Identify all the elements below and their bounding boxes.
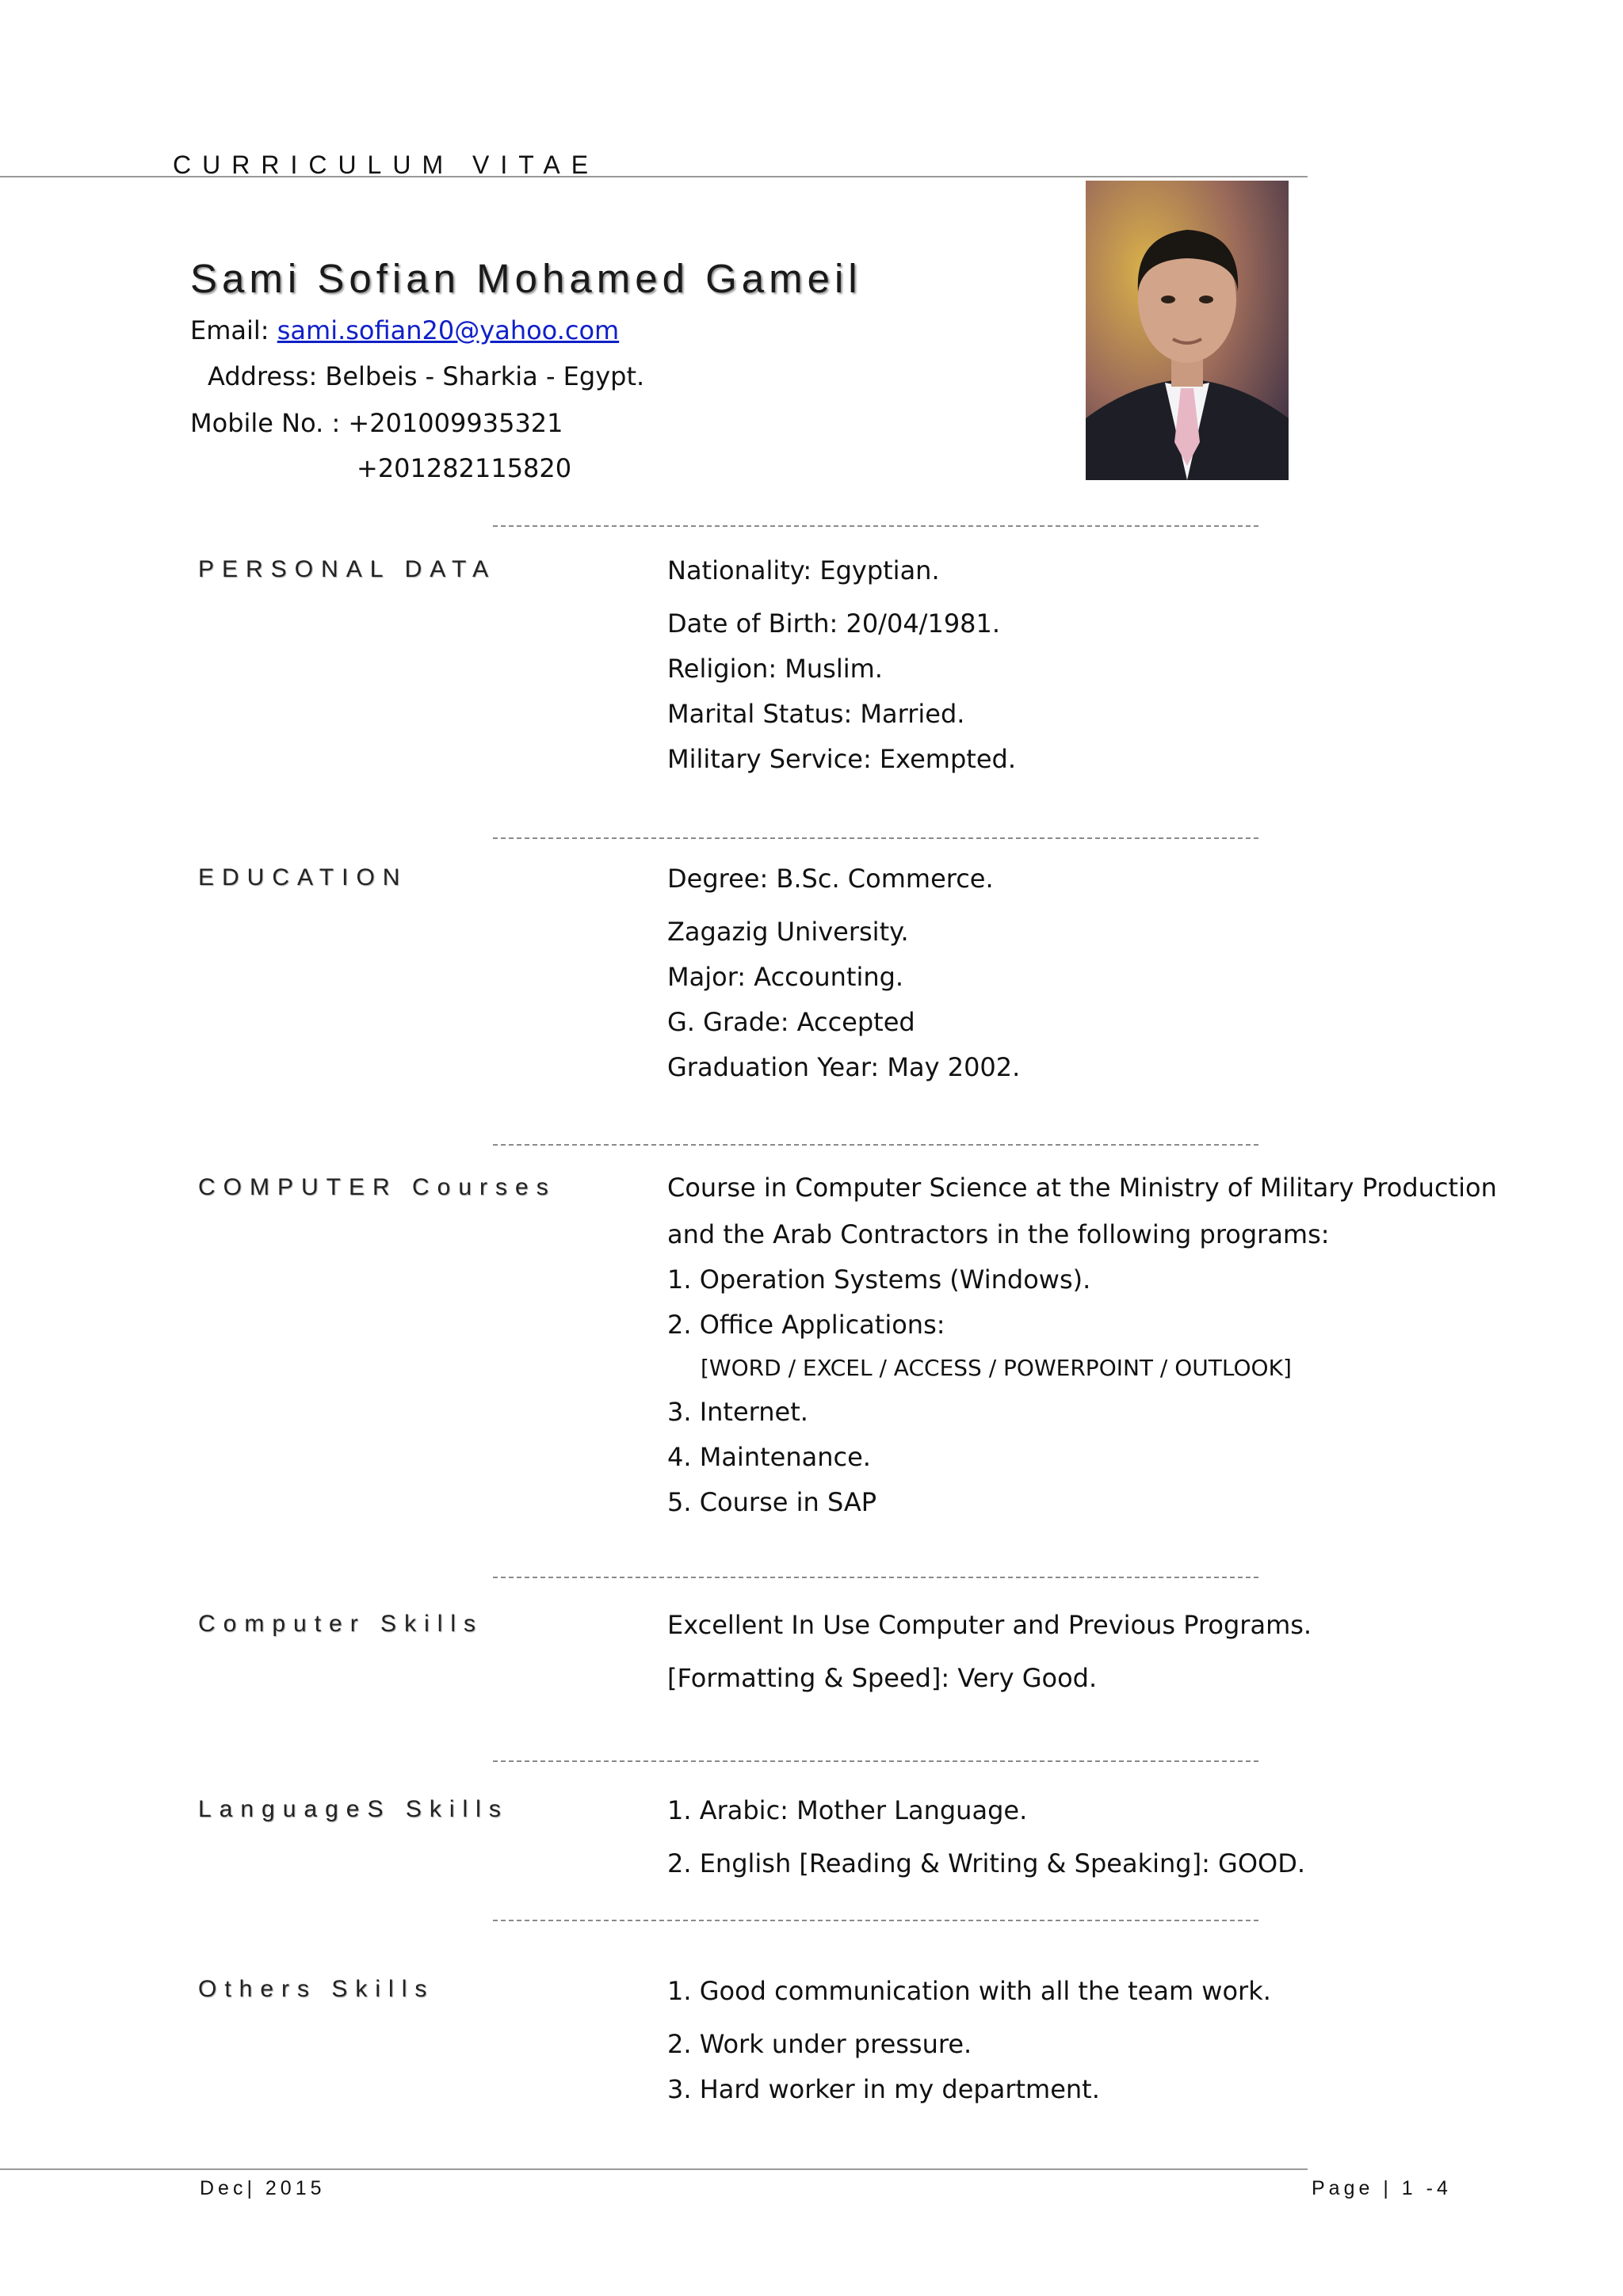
personal-nationality: Nationality: Egyptian. xyxy=(667,555,940,585)
separator-1 xyxy=(493,525,1258,527)
courses-item-3: 3. Internet. xyxy=(667,1397,808,1427)
language-arabic: 1. Arabic: Mother Language. xyxy=(667,1795,1028,1825)
profile-photo-drawing xyxy=(1086,181,1289,480)
education-degree: Degree: B.Sc. Commerce. xyxy=(667,864,994,894)
mobile-number-2: +201282115820 xyxy=(357,453,572,483)
section-label-education: EDUCATION xyxy=(198,864,408,891)
other-skill-2: 2. Work under pressure. xyxy=(667,2029,972,2059)
address-line: Address: Belbeis - Sharkia - Egypt. xyxy=(208,361,645,391)
other-skill-1: 1. Good communication with all the team work. xyxy=(667,1976,1271,2006)
email-label: Email: xyxy=(190,315,269,345)
skills-line-2: [Formatting & Speed]: Very Good. xyxy=(667,1663,1098,1693)
document-title: CURRICULUM VITAE xyxy=(173,151,600,179)
separator-3 xyxy=(493,1144,1258,1146)
personal-marital-status: Marital Status: Married. xyxy=(667,699,965,729)
courses-item-1: 1. Operation Systems (Windows). xyxy=(667,1264,1091,1295)
section-label-other-skills: Others Skills xyxy=(198,1976,435,2002)
section-label-computer-skills: Computer Skills xyxy=(198,1611,484,1637)
profile-photo xyxy=(1086,181,1289,480)
header-rule xyxy=(0,176,1308,177)
education-graduation-year: Graduation Year: May 2002. xyxy=(667,1052,1021,1082)
separator-2 xyxy=(493,837,1258,839)
section-label-computer-courses: COMPUTER Courses xyxy=(198,1174,556,1200)
footer-rule xyxy=(0,2168,1308,2170)
section-label-language-skills: LanguageS Skills xyxy=(198,1796,509,1822)
education-university: Zagazig University. xyxy=(667,917,909,947)
separator-6 xyxy=(493,1920,1258,1921)
courses-line-2: and the Arab Contractors in the following programs: xyxy=(667,1219,1330,1249)
other-skill-3: 3. Hard worker in my department. xyxy=(667,2074,1100,2104)
personal-religion: Religion: Muslim. xyxy=(667,654,883,684)
skills-line-1: Excellent In Use Computer and Previous Programs. xyxy=(667,1610,1312,1640)
mobile-number-1: +201009935321 xyxy=(348,408,563,438)
footer-date: Dec| 2015 xyxy=(200,2177,326,2199)
mobile-line xyxy=(190,407,563,439)
personal-military-service: Military Service: Exempted. xyxy=(667,744,1016,774)
courses-item-2: 2. Office Applications: xyxy=(667,1310,945,1340)
courses-office-apps: [WORD / EXCEL / ACCESS / POWERPOINT / OUTLOOK] xyxy=(701,1355,1292,1381)
separator-4 xyxy=(493,1577,1258,1578)
education-major: Major: Accounting. xyxy=(667,962,904,992)
email-link[interactable]: sami.sofian20@yahoo.com xyxy=(277,315,620,345)
candidate-name: Sami Sofian Mohamed Gameil xyxy=(190,256,862,301)
mobile-label: Mobile No. : xyxy=(190,408,341,438)
education-grade: G. Grade: Accepted xyxy=(667,1007,915,1037)
language-english: 2. English [Reading & Writing & Speaking]: GOOD. xyxy=(667,1848,1306,1878)
email-line xyxy=(190,315,619,346)
personal-date-of-birth: Date of Birth: 20/04/1981. xyxy=(667,608,1001,639)
courses-item-4: 4. Maintenance. xyxy=(667,1442,871,1472)
courses-line-1: Course in Computer Science at the Ministry of Military Production xyxy=(667,1173,1497,1203)
footer-page-number: Page | 1 -4 xyxy=(1312,2177,1452,2199)
courses-item-5: 5. Course in SAP xyxy=(667,1487,877,1517)
separator-5 xyxy=(493,1760,1258,1762)
section-label-personal-data: PERSONAL DATA xyxy=(198,556,497,582)
